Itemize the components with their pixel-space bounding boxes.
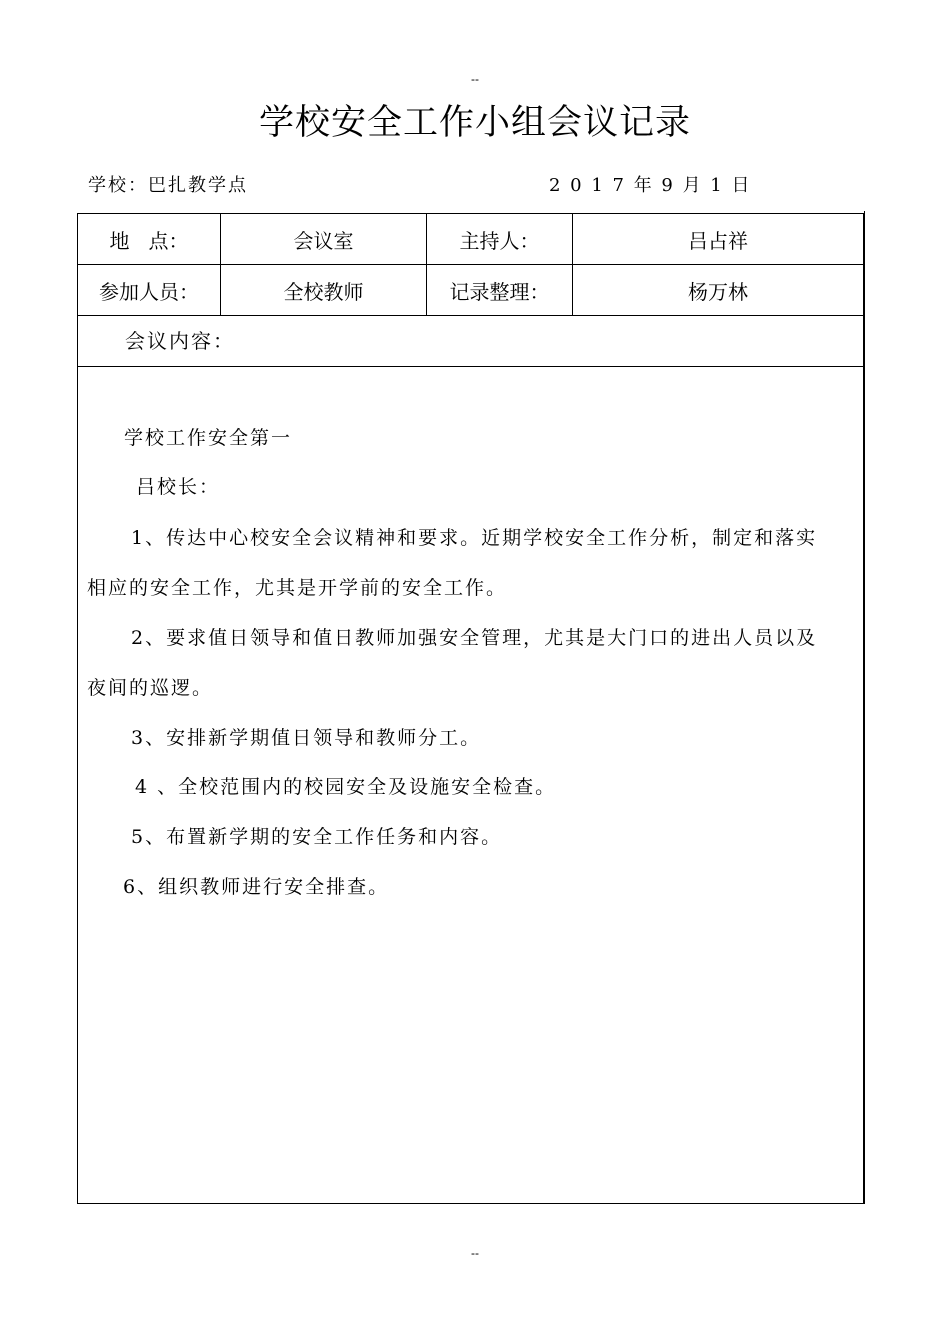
- location-value: 会议室: [221, 214, 427, 264]
- table-row-content-label: [78, 316, 863, 367]
- host-label: 主持人：: [427, 214, 573, 264]
- content-label: 会议内容：: [125, 329, 235, 353]
- location-label: [78, 214, 221, 264]
- attendees-label: 参加人员：: [78, 265, 221, 315]
- content-item-2-line-2: 夜间的巡逻。: [87, 677, 214, 699]
- content-item-4: 4 、全校范围内的校园安全及设施安全检查。: [135, 776, 557, 798]
- table-right-border: [864, 211, 865, 1204]
- content-item-2-line-1: 2、要求值日领导和值日教师加强安全管理，尤其是大门口的进出人员以及: [131, 627, 818, 649]
- content-item-3: 3、安排新学期值日领导和教师分工。: [131, 727, 482, 749]
- location-label-text: 地 点：: [109, 228, 189, 253]
- recorder-label: 记录整理：: [427, 265, 573, 315]
- meeting-date: 2 0 1 7 年 9 月 1 日: [549, 175, 752, 196]
- recorder-value: 杨万林: [688, 279, 748, 304]
- attendees-value: 全校教师: [221, 265, 427, 315]
- table-row-location-host: [78, 214, 863, 265]
- meeting-record-table: [77, 213, 864, 1204]
- content-item-1-line-2: 相应的安全工作，尤其是开学前的安全工作。: [87, 577, 508, 599]
- document-title: 学校安全工作小组会议记录: [258, 103, 691, 143]
- page-footer-mark: --: [471, 1246, 479, 1260]
- content-item-5: 5、布置新学期的安全工作任务和内容。: [131, 826, 503, 848]
- content-speaker: 吕校长：: [136, 476, 221, 498]
- page-header-mark: --: [471, 72, 479, 86]
- host-value: 吕占祥: [688, 228, 748, 253]
- table-row-attendees-recorder: [78, 265, 863, 316]
- school-name: 学校：巴扎教学点: [88, 175, 248, 196]
- content-item-6: 6、组织教师进行安全排查。: [123, 876, 390, 898]
- content-theme: 学校工作安全第一: [124, 427, 293, 449]
- content-item-1-line-1: 1、传达中心校安全会议精神和要求。近期学校安全工作分析，制定和落实: [131, 527, 818, 549]
